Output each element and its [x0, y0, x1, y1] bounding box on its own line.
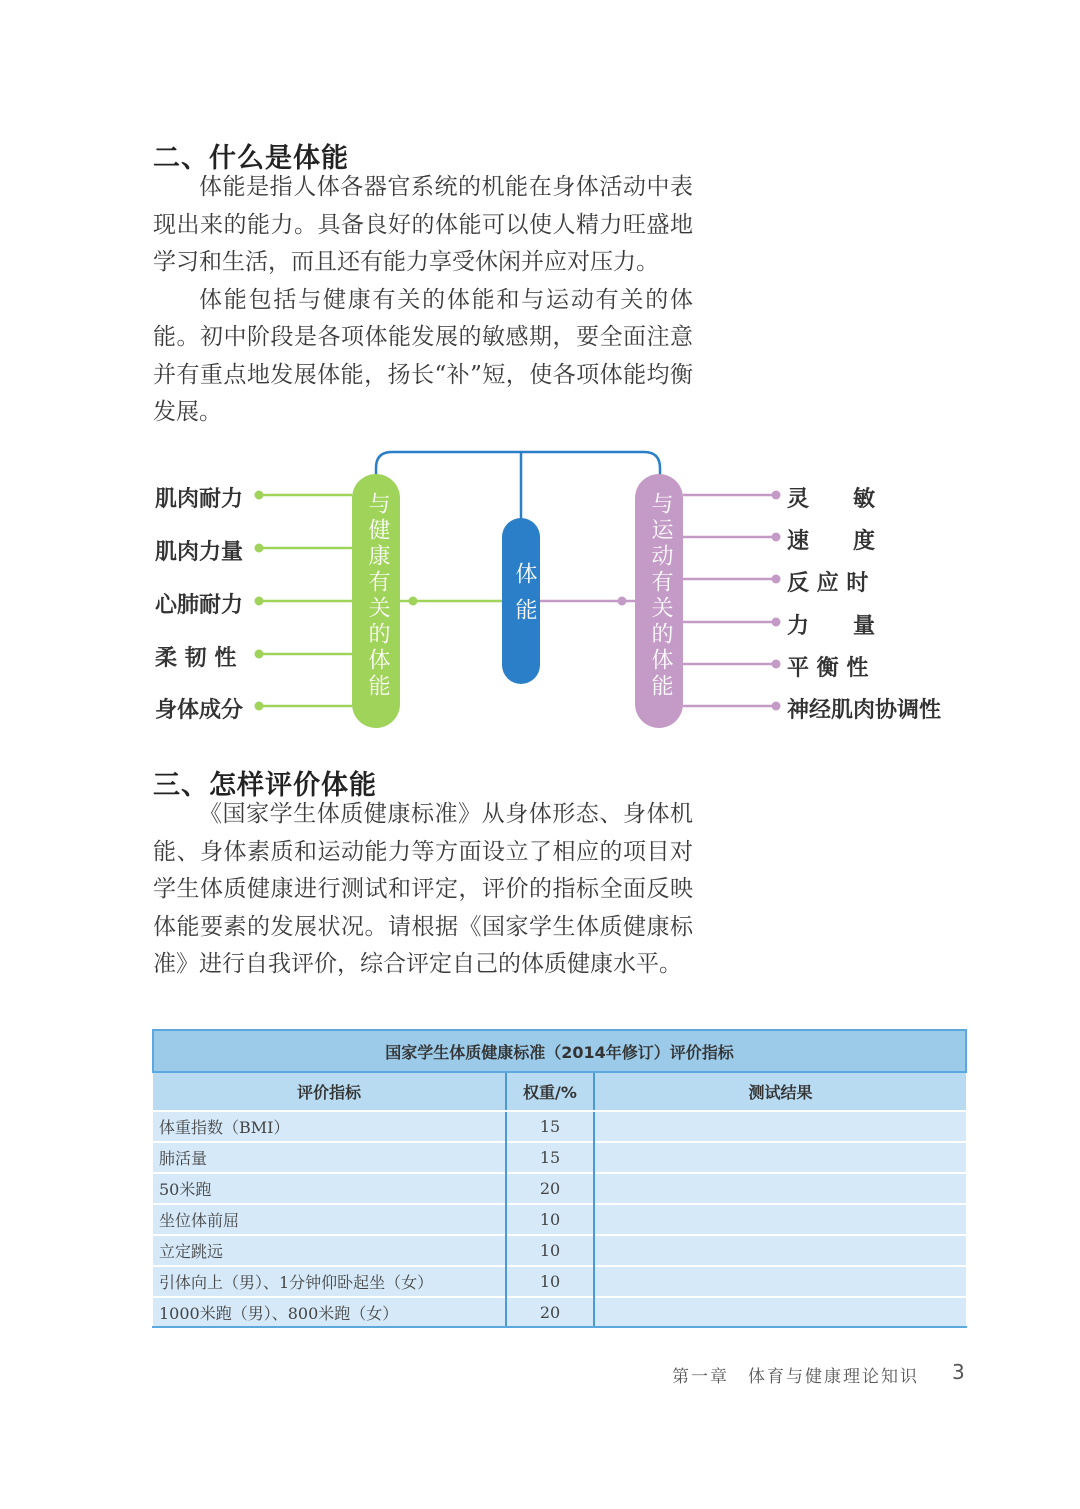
table-cell: [594, 1173, 966, 1204]
table-cell: [594, 1142, 966, 1173]
table-cell: 1000米跑（男）、800米跑（女）: [153, 1297, 506, 1327]
label-power: 力 量: [787, 614, 876, 639]
label-balance: 平 衡 性: [787, 656, 869, 681]
connector-dot: [409, 597, 418, 606]
table-row: [153, 1297, 966, 1327]
label-agility: 灵 敏: [787, 487, 876, 512]
table-row: [153, 1142, 966, 1173]
left-branches: [255, 491, 353, 711]
table-header: 权重/%: [506, 1072, 594, 1111]
label-flexibility: 柔 韧 性: [155, 646, 237, 671]
table-cell: 体重指数（BMI）: [153, 1111, 506, 1142]
table-cell: [594, 1297, 966, 1327]
table-cell: 15: [506, 1111, 594, 1142]
table-cell: 20: [506, 1297, 594, 1327]
paragraph: 体能是指人体各器官系统的机能在身体活动中表现出来的能力。具备良好的体能可以使人精力旺盛地学习和生活，而且还有能力享受休闲并应对压力。: [153, 174, 693, 275]
table-cell: 15: [506, 1142, 594, 1173]
table-row: [153, 1111, 966, 1142]
table-row: [153, 1173, 966, 1204]
table-cell: [594, 1111, 966, 1142]
connector-dot: [618, 597, 627, 606]
health-fitness-label: 与健康有关的体能: [365, 492, 390, 700]
table-cell: [594, 1204, 966, 1235]
label-body-composition: 身体成分: [155, 698, 244, 723]
table-row: [153, 1266, 966, 1297]
paragraph: 体能包括与健康有关的体能和与运动有关的体能。初中阶段是各项体能发展的敏感期，要全面注意并有重点地发展体能，扬长“补”短，使各项体能均衡发展。: [153, 286, 693, 425]
table-header: 评价指标: [153, 1072, 506, 1111]
label-muscle-strength: 肌肉力量: [155, 540, 244, 565]
label-muscle-endurance: 肌肉耐力: [155, 487, 244, 512]
label-reaction-time: 反 应 时: [787, 571, 869, 596]
label-cardio-endurance: 心肺耐力: [155, 593, 244, 618]
page-number: 3: [952, 1360, 965, 1384]
paragraph: 《国家学生体质健康标准》从身体形态、身体机能、身体素质和运动能力等方面设立了相应的项目对学生体质健康进行测试和评定，评价的指标全面反映体能要素的发展状况。请根据《国家学生体质健康标准》进行自我评价，综合评定自己的体质健康水平。: [153, 801, 693, 977]
fitness-center-label: 体能: [512, 562, 537, 634]
table-cell: 坐位体前屈: [153, 1204, 506, 1235]
chapter-footer: 第一章 体育与健康理论知识: [672, 1367, 919, 1387]
section-3-body: [153, 796, 693, 984]
table-cell: 10: [506, 1235, 594, 1266]
table-caption: 国家学生体质健康标准（2014年修订）评价指标: [153, 1030, 966, 1072]
table-cell: 立定跳远: [153, 1235, 506, 1266]
table-cell: 10: [506, 1204, 594, 1235]
table-row: [153, 1235, 966, 1266]
table-cell: 20: [506, 1173, 594, 1204]
table-cell: [594, 1235, 966, 1266]
table-row: [153, 1204, 966, 1235]
table-cell: 10: [506, 1266, 594, 1297]
section-heading-2: 二、什么是体能: [153, 143, 349, 174]
sport-fitness-label: 与运动有关的体能: [648, 492, 673, 700]
top-connector: [376, 452, 660, 476]
table-bottom-border: [152, 1326, 967, 1328]
table-cell: [594, 1266, 966, 1297]
evaluation-table: [152, 1029, 967, 1327]
section-heading-3: 三、怎样评价体能: [153, 770, 377, 801]
table-cell: 引体向上（男）、1分钟仰卧起坐（女）: [153, 1266, 506, 1297]
table-header: 测试结果: [594, 1072, 966, 1111]
right-branches: [683, 491, 781, 711]
table-cell: 50米跑: [153, 1173, 506, 1204]
label-speed: 速 度: [787, 529, 876, 554]
label-coordination: 神经肌肉协调性: [787, 698, 942, 723]
table-cell: 肺活量: [153, 1142, 506, 1173]
